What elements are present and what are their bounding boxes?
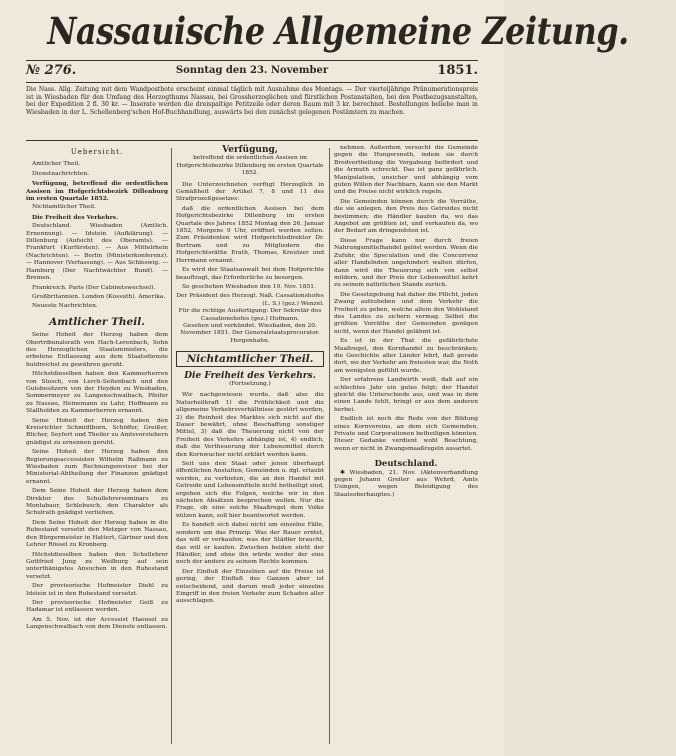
- article-paragraph: Der erfahrene Landwirth weiß, daß auf ein schlechtes Jahr ein gutes folgt; der Handel gleicht die Unterschiede aus, und was in dem einen Lande fehlt, bringt er aus dem anderen herbei.: [334, 377, 478, 413]
- decree-subtitle: betreffend die ordentlichen Assisen im Hofgerichtsbezirke Dillenburg im ersten Quartale 1852.: [176, 155, 324, 177]
- continuation-note: (Fortsetzung.): [229, 380, 271, 387]
- column-divider: [329, 148, 330, 744]
- signature-line: Gesehen und verkündet. Wiesbaden, den 20. November 1851. Der Generalstaatsprocurator. Hergenhahn.: [180, 322, 320, 344]
- news-paragraph: ✱ Wiesbaden, 21. Nov. (Aktenverhandlung gegen Johann Greiter aus Wehrd, Amts Usingen, wegen Beleidigung des Staatsoberhauptes.): [334, 469, 478, 498]
- article-paragraph: Der provisorische Hofmeister Geiß zu Hadamar ist entlassen worden.: [26, 599, 168, 614]
- column-divider: [171, 148, 172, 744]
- decree-paragraph: daß die ordentlichen Assisen bei dem Hofgerichtsbezirke Dillenburg im ersten Quartale des Jahres 1852 Montag den 26. Januar 1852, Morgens 9 Uhr, eröffnet werden sollen. Zum Präsidenten wird Hofgerichtsdirektor Dr. Bertram und zu Mitgliedern die Hofgerichtsräthe Erath, Thomas, Kreutzer und Herrmann ernannt.: [176, 205, 324, 264]
- dateline: [26, 63, 478, 81]
- issue-year: 1851.: [437, 63, 478, 78]
- article-paragraph: Höchstdieselben haben den Schullehrer Gottfried Jung zu Weilburg auf sein unterthänigstes Ansuchen in den Ruhestand versetzt.: [26, 551, 168, 580]
- intro-rule: [26, 140, 478, 141]
- overview-item: Dienstnachrichten.: [32, 170, 89, 177]
- article-paragraph: Die Gemeinden können durch die Vorräthe, die sie anlegen, den Preis des Getreides nicht bestimmen; die Händler kaufen da, wo das Angebot am größten ist, und verkaufen da, wo der Bedarf am dringendsten ist.: [334, 198, 478, 235]
- top-rule: [26, 60, 478, 61]
- decree-heading: Verfügung,: [222, 145, 278, 155]
- dateline-rule: [26, 82, 478, 83]
- column-2: [176, 145, 324, 745]
- decree-paragraph: Es wird der Staatsanwalt bei dem Hofgerichte beauftragt, das Erforderliche zu besorgen.: [176, 267, 324, 281]
- article-paragraph: Dem Seine Hoheit der Herzog haben dem Direktor des Schullehrerseminars zu Montabaur, Schlebusch, den Charakter als Schulrath gnädigst verliehen.: [26, 488, 168, 517]
- overview-item: Frankreich. Paris (Der Cabinetswechsel).: [32, 284, 156, 291]
- article-paragraph: Es ist in der That die gefährlichste Maaßregel, den Kornhandel zu beschränken; die Geschichte aller Länder lehrt, daß gerade dort, wo der Verkehr am freiesten war, die Noth am wenigsten gefühlt wurde.: [334, 338, 478, 374]
- article-paragraph: Diese Frage kann nur durch freien Nahrungsmittelhandel gelöst werden. Wenn die Zufuhr, die Speculation und die Concurrenz aller Handelnden ungehindert walten dürfen, dann wird die Theuerung sich von selbst mildern, und der Preis der Lebensmittel kehrt zu seinem natürlichen Stande zurück.: [334, 237, 478, 289]
- overview-item: Nichtamtlicher Theil.: [32, 204, 96, 211]
- overview-item: Großbritannien. London (Kossuth). Amerika.: [32, 293, 166, 300]
- signature-line: (L. S.) (gez.) Wenzel.: [262, 300, 324, 307]
- article-paragraph: Dem Seine Hoheit der Herzog haben in die Ruhestand versetzt den Metzger von Nassau, den Bürgermeister in Hattert, Gärtner und den Lehrer Rössel zu Kronberg.: [26, 519, 168, 549]
- article-paragraph: Seine Hoheit der Herzog haben dem Obertribunalsrath von Hach-Lerenbach, Sohn des Herzoglichen Staatsministers, die erbetene Entlassung aus dem Staatsdienste huldreichst zu gewähren geruht.: [26, 332, 168, 368]
- subscription-notice: Die Nass. Allg. Zeitung mit dem Wandpostbote erscheint einmal täglich mit Ausnahme des Montags. — Der vierteljährige Pränumerationspreis ist in Wiesbaden für den Umfang des Herzogthums Nassau, bei Grossherzoglichen und fürstlichen Postanstalten, bei den Postbezugsanstalten, bei der Expedition 2 fl. 30 kr. — Inserate werden die dreispaltige Petitzeile oder deren Raum mit 3 kr. berechnet. Bestellungen beliebe man in Wiesbaden in der L. Schellenberg'schen Hof-Buchhandlung, auswärts bei den zunächst gelegenen Postämtern zu machen.: [26, 86, 478, 116]
- unofficial-section-heading: Nichtamtlicher Theil.: [186, 353, 314, 366]
- article-paragraph: nehmen. Außerdem versucht die Gemeinde gegen die Hungersnoth, indem sie durch Brodvertheilung die Vergabung befördert und die Armuth schreckt. Das ist ganz gefährlich. Manipulation, unsicher und abhängig vom guten Willen der Nachbarn, kann sie den Markt und die Preise nicht wirklich regeln.: [334, 145, 478, 196]
- unofficial-section-box: [176, 351, 324, 366]
- article-paragraph: Höchstdieselben haben den Kammerherren von Stosch, von Lerch-Seitenbach und den Gutsbesitzern von der Heyden zu Wiesbaden, Sommermeyer zu Langenschwalbach, Pfeifer zu Nassau, Heinemann zu Lahr, Hoffmann zu Stallholden zu Kammerherren ernannt.: [26, 371, 168, 415]
- issue-number: № 276.: [26, 63, 77, 78]
- article-paragraph: Am 5. Nov. ist der Accessist Haensel zu Langenschwalbach von dem Dienste entlassen.: [26, 616, 168, 631]
- newspaper-title: Nassauische Allgemeine Zeitung.: [47, 9, 629, 53]
- article-paragraph: Seine Hoheit der Herzog haben den Kreisrichter Schmidtborn, Schöffer, Greißer, Blicher, Seyfert und Theiler zu Amtsvorstehern gnädigst zu ernennen geruht.: [26, 417, 168, 446]
- germany-heading: Deutschland.: [374, 459, 438, 470]
- signature-line: Für die richtige Ausfertigung: Der Sekretär des Cassationshofes (gez.) Hofmann.: [178, 308, 322, 322]
- decree-paragraph: So geschehen Wiesbaden den 19. Nov. 1851.: [182, 283, 316, 290]
- signature-line: Der Präsident des Herzogl. Naß. Cassationshofes: [176, 293, 324, 300]
- article-paragraph: Es handelt sich dabei nicht um einzelne Fälle, sondern um das Prinzip. Was der Bauer erntet, das will er verkaufen; was der Städter braucht, das will er kaufen. Zwischen beiden steht der Händler, und ohne ihn würde weder der eine noch der andere zu seinem Rechte kommen.: [176, 522, 324, 566]
- article-paragraph: Seit uns den Staat oder jenen überhaupt öffentlichen Anstalten, Gemeinden u. dgl. erlaubt werden, zu verbieten, die an den Handel mit Getreide und Lebensmitteln nicht betheiligt sind, ergeben sich die Folgen, welche wir in den nächsten Absätzen besprechen wollen. Nur die Frage, ob eine solche Maaßregel dem Volke nützen kann, soll hier beantwortet werden.: [176, 461, 324, 519]
- article-heading: Die Freiheit des Verkehrs.: [184, 370, 316, 381]
- article-paragraph: Der Einfluß der Einzelnen auf die Preise ist gering, der Einfluß des Ganzen aber ist entscheidend, und darum muß jeder einzelne Eingriff in den freien Verkehr zum Schaden aller ausschlagen.: [176, 568, 324, 605]
- article-paragraph: Wir nachgewiesen wurde, daß also die Naturheilkraft 1) die Fröhlichkeit und die allgemeine Verkehrsverhältnisse gestört werden, 2) die Reinheit des Marktes sich nicht auf die Dauer bewährt, ohne Beschaffung sonstiger Mittel, 3) daß die Theuerung nicht von der Freiheit des Verkehrs abhängig ist, 4) endlich, daß die Vertheuerung der Lebensmittel durch den Kornwucher nicht erklärt werden kann.: [176, 392, 324, 458]
- column-3: [334, 145, 478, 745]
- overview-item: Verfügung, betreffend die ordentlichen Assisen im Hofgerichtsbezirk Dillenburg im ersten Quartale 1852.: [26, 180, 168, 203]
- official-section-heading: Amtlicher Theil.: [49, 315, 145, 328]
- issue-date: Sonntag den 23. November: [175, 65, 329, 76]
- article-paragraph: Die Gesetzgebung hat daher die Pflicht, jeden Zwang aufzuheben und dem Verkehr die Freiheit zu geben, welche allein den Wohlstand des Landes zu sichern vermag. Selbst die größten Vorräthe der Gemeinden genügen nicht, wenn der Handel gelähmt ist.: [334, 291, 478, 335]
- overview-item: Deutschland. Wiesbaden (Amtlich. Ernennung). — Idstein (Aufklärung). — Dillenburg (Aufsicht des Oberamts). — Frankfurt (Kurfürsten). — Aus Mittelrhein (Nachrichten). — Berlin (Ministerkonferenz). — Hannover (Verfassung). — Aus Schleswig. — Hamburg (Der Nachtwächter Bund). — Bremen.: [26, 223, 168, 282]
- column-1: [26, 145, 168, 745]
- article-paragraph: Seine Hoheit der Herzog haben den Regierungsaccessisten Wilhelm Raßmann zu Wiesbaden zum Rechnungsrevisor bei der Ministerial-Abtheilung der Finanzen gnädigst ernannt.: [26, 449, 168, 485]
- overview-item: Amtlicher Theil.: [32, 161, 81, 168]
- overview-heading: Uebersicht.: [70, 148, 124, 156]
- decree-paragraph: Die Unterzeichneten verfügt Herzoglich in Gemäßheit der Artikel 7, 8 und 11 des Strafprozeßgesetzes:: [176, 181, 324, 203]
- overview-item: Die Freiheit des Verkehrs.: [32, 213, 119, 221]
- article-paragraph: Der provisorische Hofmeister Diehl zu Idstein ist in den Ruhestand versetzt.: [26, 583, 168, 597]
- article-paragraph: Endlich ist noch die Rede von der Bildung eines Kornvereins, an dem sich Gemeinden, Private und Corporationen betheiligen könnten. Dieser Gedanke verdient wohl Beachtung, wenn er nicht in Zwangsmaaßregeln ausartet.: [334, 416, 478, 452]
- overview-item: Neueste Nachrichten.: [32, 303, 98, 310]
- masthead: [0, 4, 629, 58]
